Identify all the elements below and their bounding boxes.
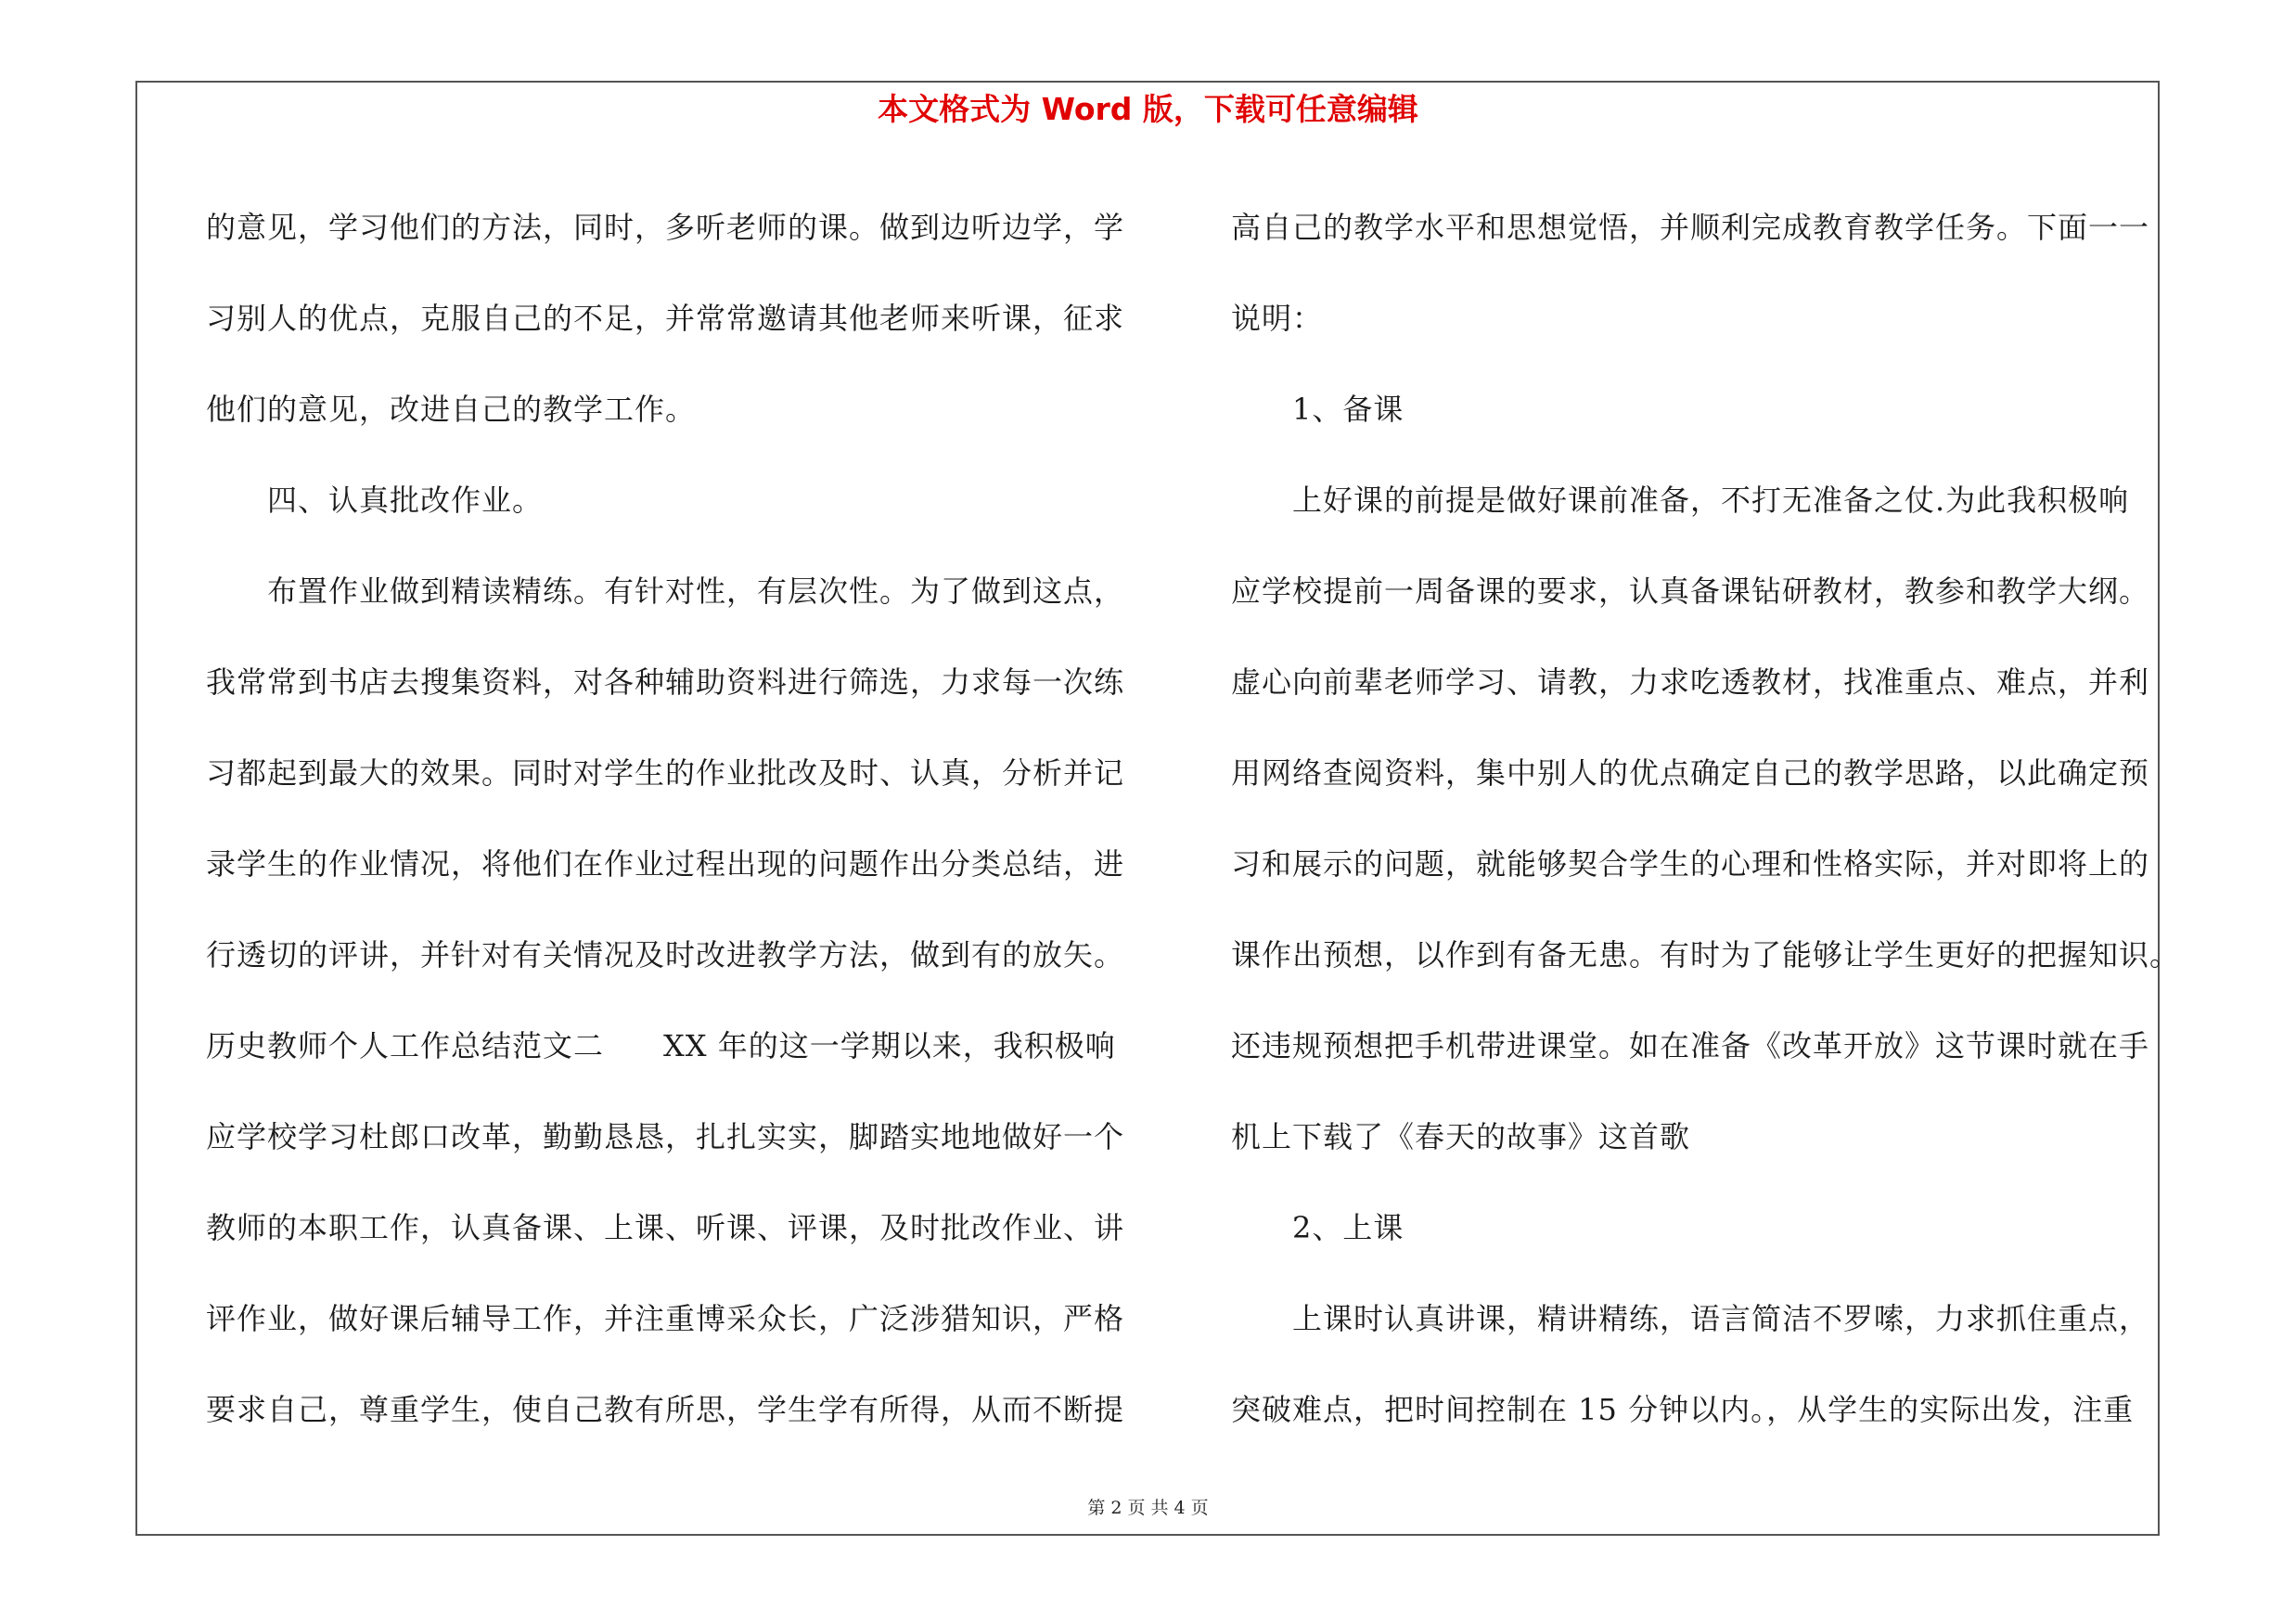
text-line: 习都起到最大的效果。同时对学生的作业批改及时、认真，分析并记	[206, 755, 1125, 791]
text-line: 用网络查阅资料，集中别人的优点确定自己的教学思路，以此确定预	[1231, 755, 2150, 791]
text-line: 我常常到书店去搜集资料，对各种辅助资料进行筛选，力求每一次练	[206, 664, 1125, 700]
text-line: 应学校学习杜郎口改革，勤勤恳恳，扎扎实实，脚踏实地地做好一个	[206, 1119, 1125, 1154]
section-heading: 四、认真批改作业。	[267, 483, 544, 518]
right-column	[1231, 182, 2185, 1455]
text-line: 突破难点，把时间控制在 15 分钟以内。，从学生的实际出发，注重	[1231, 1392, 2135, 1427]
text-line: 要求自己，尊重学生，使自己教有所思，学生学有所得，从而不断提	[206, 1392, 1125, 1427]
text-line: 教师的本职工作，认真备课、上课、听课、评课，及时批改作业、讲	[206, 1210, 1125, 1245]
text-line: 上好课的前提是做好课前准备，不打无准备之仗.为此我积极响	[1292, 483, 2130, 518]
text-line	[206, 1000, 1171, 1091]
text-line: 录学生的作业情况，将他们在作业过程出现的问题作出分类总结，进	[206, 846, 1125, 882]
section-heading: 2、上课	[1292, 1210, 1405, 1245]
header-banner: 本文格式为 Word 版，下载可任意编辑	[878, 91, 1418, 127]
text-line: 习别人的优点，克服自己的不足，并常常邀请其他老师来听课，征求	[206, 301, 1125, 336]
text-line: 的意见，学习他们的方法，同时，多听老师的课。做到边听边学，学	[206, 210, 1125, 245]
text-line: 课作出预想，以作到有备无患。有时为了能够让学生更好的把握知识。	[1231, 937, 2181, 973]
text-line: 说明：	[1231, 301, 1324, 336]
text-line: 上课时认真讲课，精讲精练，语言简洁不罗嗦，力求抓住重点，	[1292, 1301, 2150, 1336]
text-line: 高自己的教学水平和思想觉悟，并顺利完成教育教学任务。下面一一	[1231, 210, 2150, 245]
text-line: 评作业，做好课后辅导工作，并注重博采众长，广泛涉猎知识，严格	[206, 1301, 1125, 1336]
text-line: 他们的意见，改进自己的教学工作。	[206, 392, 697, 427]
article-intro: XX 年的这一学期以来，我积极响	[663, 1028, 1116, 1063]
text-line: 还违规预想把手机带进课堂。如在准备《改革开放》这节课时就在手	[1231, 1028, 2150, 1063]
page-number-footer: 第 2 页 共 4 页	[1087, 1498, 1209, 1518]
text-line: 应学校提前一周备课的要求，认真备课钻研教材，教参和教学大纲。	[1231, 573, 2150, 609]
text-line: 机上下载了《春天的故事》这首歌	[1231, 1119, 1691, 1154]
text-line: 布置作业做到精读精练。有针对性，有层次性。为了做到这点，	[267, 573, 1125, 609]
text-line: 行透切的评讲，并针对有关情况及时改进教学方法，做到有的放矢。	[206, 937, 1125, 973]
text-line: 习和展示的问题，就能够契合学生的心理和性格实际，并对即将上的	[1231, 846, 2150, 882]
section-heading: 1、备课	[1292, 392, 1405, 427]
article-title: 历史教师个人工作总结范文二	[206, 1028, 605, 1063]
text-line: 虚心向前辈老师学习、请教，力求吃透教材，找准重点、难点，并利	[1231, 664, 2150, 700]
left-column	[206, 182, 1171, 1455]
